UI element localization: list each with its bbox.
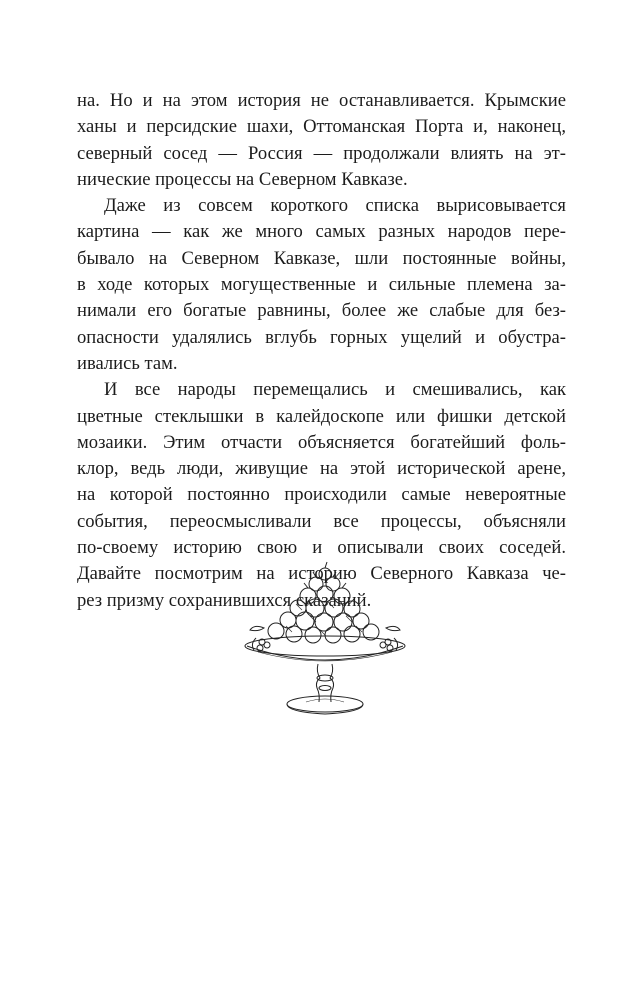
text-line: нимали его богатые равнины, более же слабые для без- [77,300,566,322]
text-line: события, переосмысливали все процессы, объясняли [77,510,566,532]
body-text [77,88,566,614]
text-line: картина — как же много самых разных народов пере- [77,221,566,243]
fruit-bowl-icon [236,560,414,718]
text-line: ивались там. [77,352,178,374]
text-line: на которой постоянно происходили самые невероятные [77,484,566,506]
text-line: ханы и персидские шахи, Оттоманская Порта и, наконец, [77,116,566,138]
text-line: цветные стеклышки в калейдоскопе или фишки детской [77,405,566,427]
text-line: Давайте посмотрим на историю Северного Кавказа че- [77,563,566,585]
text-line: в ходе которых могущественные и сильные племена за- [77,274,566,296]
text-line: мозаики. Этим отчасти объясняется богатейший фоль- [77,431,566,453]
text-line: Даже из совсем короткого списка вырисовывается [104,195,566,217]
text-line: И все народы перемещались и смешивались, как [104,379,566,401]
text-line: опасности удалялись вглубь горных ущелий и обустра- [77,326,566,348]
text-line: нические процессы на Северном Кавказе. [77,168,408,190]
text-line: северный сосед — Россия — продолжали влиять на эт- [77,142,566,164]
text-line: бывало на Северном Кавказе, шли постоянные войны, [77,247,566,269]
text-line: по-своему историю свою и описывали своих соседей. [77,537,566,559]
text-line: клор, ведь люди, живущие на этой исторической арене, [77,458,566,480]
text-line: на. Но и на этом история не останавливается. Крымские [77,90,566,111]
text-line: рез призму сохранившихся сказаний. [77,589,372,611]
